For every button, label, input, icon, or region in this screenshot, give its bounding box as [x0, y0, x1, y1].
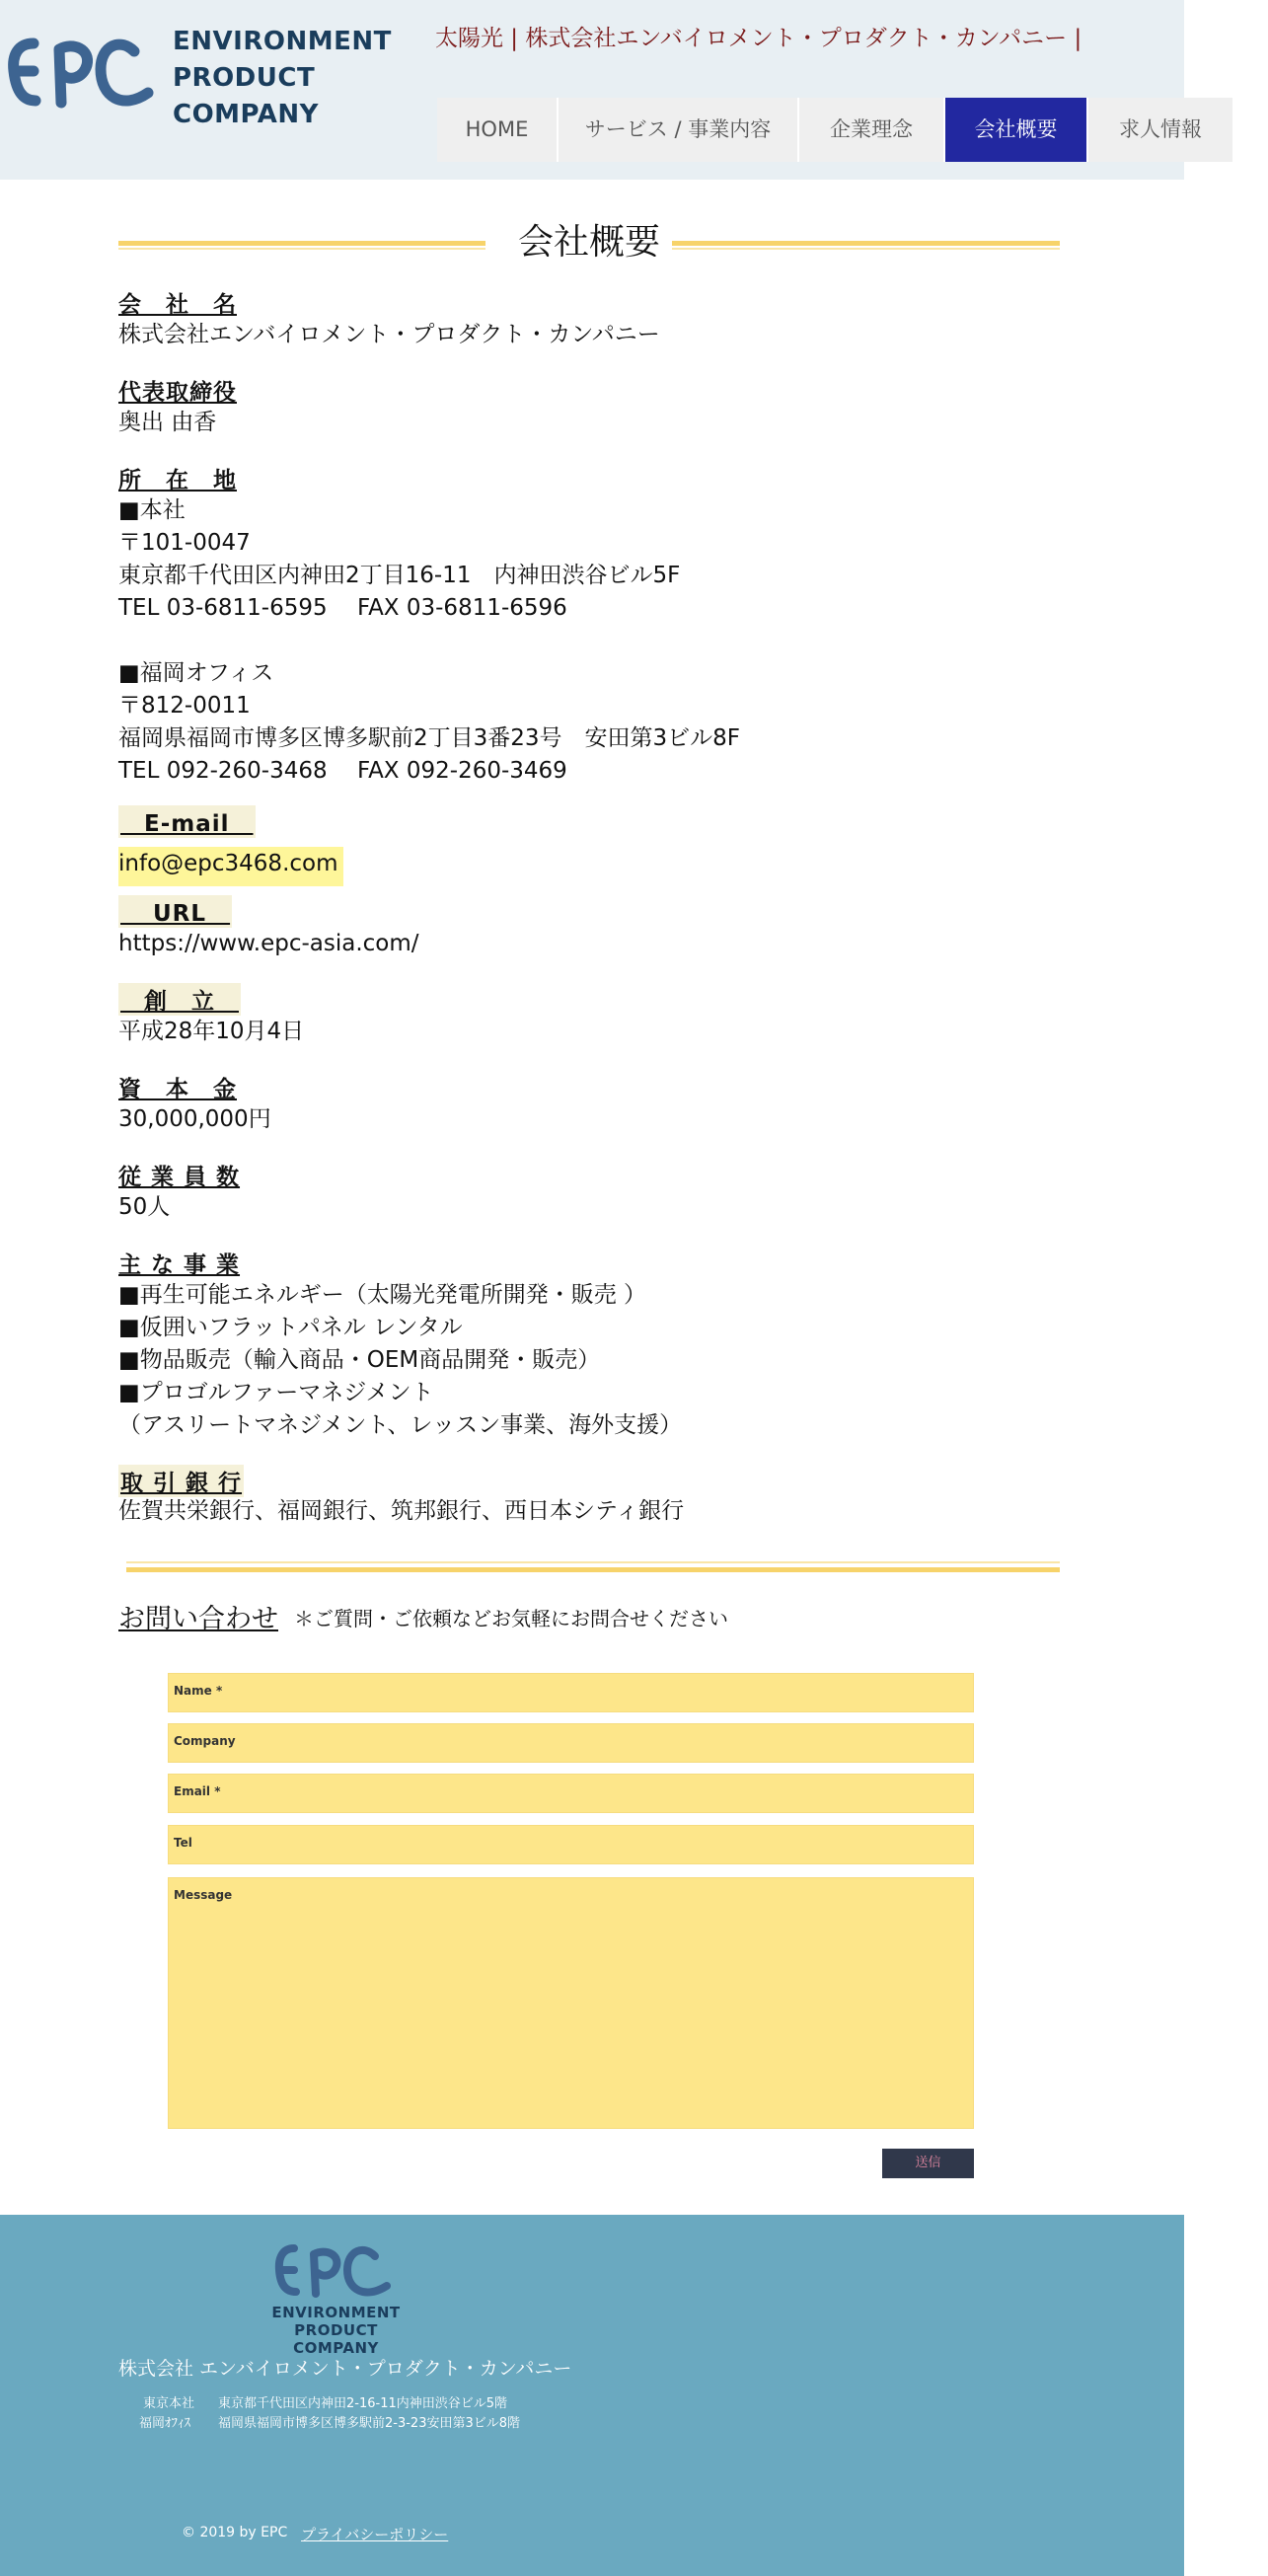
page-title: 会社概要: [517, 222, 660, 263]
privacy-policy-link[interactable]: プライバシーポリシー: [301, 2526, 449, 2543]
nav-philosophy[interactable]: 企業理念: [799, 98, 945, 162]
capital-value: 30,000,000円: [118, 1106, 271, 1132]
footer-hq-address: 東京都千代田区内神田2-16-11内神田渋谷ビル5階: [218, 2396, 508, 2411]
epc-logo-icon[interactable]: [4, 28, 158, 122]
message-textarea[interactable]: [168, 1877, 974, 2129]
logo-text: [173, 24, 392, 133]
footer-logo-line: COMPANY: [293, 2339, 379, 2357]
footer-fukuoka-address: 福岡県福岡市博多区博多駅前2-3-23安田第3ビル8階: [218, 2416, 521, 2431]
founded-value: 平成28年10月4日: [118, 1019, 305, 1044]
site-tagline: 太陽光 | 株式会社エンバイロメント・プロダクト・カンパニー |: [435, 26, 1082, 51]
name-placeholder: Name *: [174, 1684, 223, 1698]
employees-value: 50人: [118, 1194, 171, 1220]
business-line: ■仮囲いフラットパネル レンタル: [118, 1315, 463, 1340]
ceo-value: 奥出 由香: [118, 410, 217, 435]
business-line: ■再生可能エネルギー（太陽光発電所開発・販売 ）: [118, 1282, 647, 1308]
main-nav: [437, 98, 1234, 162]
address-line: ■福岡オフィス: [118, 660, 274, 686]
company-name-value: 株式会社エンバイロメント・プロダクト・カンパニー: [118, 322, 660, 347]
contact-note: ＊ご質問・ご依頼などお気軽にお問合せください: [294, 1607, 728, 1630]
page-title-block: [118, 215, 1060, 270]
logo-line: COMPANY: [173, 100, 319, 129]
copyright: © 2019 by EPC: [182, 2525, 288, 2540]
message-placeholder: Message: [174, 1888, 233, 1902]
footer-epc-logo-icon: [272, 2238, 393, 2304]
company-input[interactable]: [168, 1723, 974, 1763]
email-link[interactable]: info@epc3468.com: [118, 851, 338, 876]
address-line: TEL 03-6811-6595 FAX 03-6811-6596: [118, 595, 567, 621]
banks-label: 取 引 銀 行: [118, 1465, 244, 1497]
logo-line: PRODUCT: [173, 63, 316, 93]
address-line: ■本社: [118, 497, 186, 523]
address-line: TEL 092-260-3468 FAX 092-260-3469: [118, 758, 567, 784]
email-highlight: [118, 847, 343, 886]
footer-hq-label: 東京本社: [143, 2396, 195, 2411]
banks-value: 佐賀共栄銀行、福岡銀行、筑邦銀行、西日本シティ銀行: [118, 1498, 685, 1524]
business-label: 主 な 事 業: [118, 1252, 241, 1278]
company-placeholder: Company: [174, 1734, 236, 1748]
nav-services[interactable]: サービス / 事業内容: [559, 98, 799, 162]
email-placeholder: Email *: [174, 1784, 221, 1798]
nav-recruit[interactable]: 求人情報: [1088, 98, 1234, 162]
company-name-label: 会 社 名: [118, 292, 237, 318]
capital-label: 資 本 金: [118, 1077, 237, 1102]
footer-logo-text: [255, 2304, 417, 2357]
ceo-label: 代表取締役: [118, 380, 237, 406]
logo-line: ENVIRONMENT: [173, 27, 392, 56]
nav-home[interactable]: HOME: [437, 98, 559, 162]
footer-logo-line: PRODUCT: [294, 2321, 378, 2339]
contact-title: お問い合わせ: [118, 1604, 278, 1634]
url-link[interactable]: https://www.epc-asia.com/: [118, 931, 419, 956]
site-header: [0, 0, 1202, 180]
business-line: ■プロゴルファーマネジメント: [118, 1380, 434, 1405]
name-input[interactable]: [168, 1673, 974, 1712]
founded-label: 創 立: [118, 983, 241, 1016]
tel-placeholder: Tel: [174, 1836, 192, 1850]
address-line: 〒101-0047: [118, 530, 251, 556]
footer-logo-line: ENVIRONMENT: [271, 2304, 401, 2321]
nav-company-profile[interactable]: 会社概要: [945, 98, 1088, 162]
send-button[interactable]: 送信: [882, 2149, 974, 2178]
footer-fukuoka-label: 福岡ｵﾌｨｽ: [139, 2416, 191, 2431]
employees-label: 従 業 員 数: [118, 1165, 241, 1190]
address-label: 所 在 地: [118, 468, 237, 493]
address-line: 〒812-0011: [118, 693, 251, 719]
footer-company-name: 株式会社 エンバイロメント・プロダクト・カンパニー: [118, 2358, 572, 2380]
address-line: 福岡県福岡市博多区博多駅前2丁目3番23号 安田第3ビル8F: [118, 725, 741, 751]
url-label: URL: [118, 895, 232, 928]
business-line: （アスリートマネジメント、レッスン事業、海外支援）: [118, 1412, 683, 1438]
tel-input[interactable]: [168, 1825, 974, 1864]
email-label: E-mail: [118, 805, 256, 838]
address-line: 東京都千代田区内神田2丁目16-11 内神田渋谷ビル5F: [118, 563, 681, 588]
email-input[interactable]: [168, 1774, 974, 1813]
business-line: ■物品販売（輸入商品・OEM商品開発・販売）: [118, 1347, 601, 1373]
